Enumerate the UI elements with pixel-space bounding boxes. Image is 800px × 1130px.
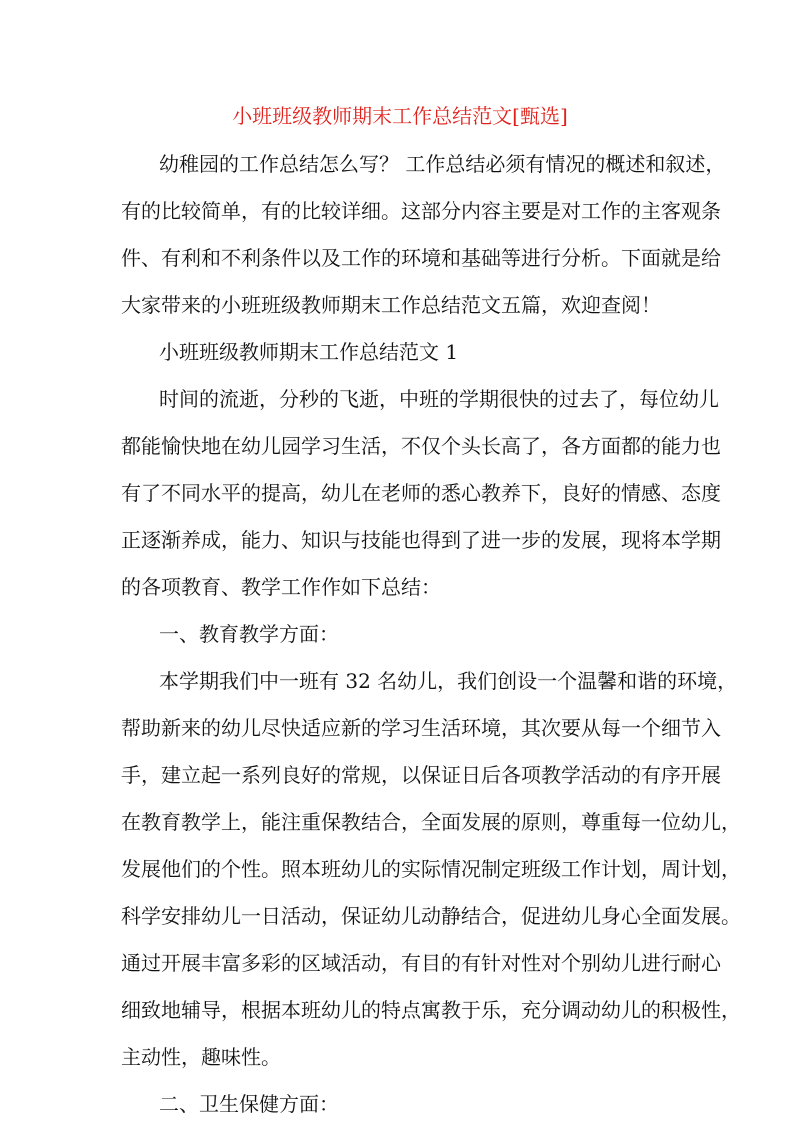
section-heading-essay-1: 小班班级教师期末工作总结范文 1 [159, 340, 459, 364]
paragraph-intro-line-4: 大家带来的小班班级教师期末工作总结范文五篇，欢迎查阅！ [121, 293, 661, 317]
section-heading-health: 二、卫生保健方面： [159, 1092, 339, 1116]
paragraph-1-line-1: 时间的流逝，分秒的飞逝，中班的学期很快的过去了，每位幼儿 [159, 387, 719, 411]
paragraph-2-line-4: 在教育教学上，能注重保教结合，全面发展的原则，尊重每一位幼儿， [121, 810, 741, 834]
paragraph-intro-line-3: 件、有利和不利条件以及工作的环境和基础等进行分析。下面就是给 [121, 246, 721, 270]
paragraph-2-line-9: 主动性，趣味性。 [121, 1045, 281, 1069]
paragraph-intro-line-1: 幼稚园的工作总结怎么写？ 工作总结必须有情况的概述和叙述， [159, 152, 726, 176]
paragraph-1-line-3: 有了不同水平的提高，幼儿在老师的悉心教养下，良好的情感、态度 [121, 481, 721, 505]
paragraph-1-line-2: 都能愉快地在幼儿园学习生活，不仅个头长高了，各方面都的能力也 [121, 434, 721, 458]
paragraph-2-line-2: 帮助新来的幼儿尽快适应新的学习生活环境，其次要从每一个细节入 [121, 716, 721, 740]
paragraph-intro-line-2: 有的比较简单，有的比较详细。这部分内容主要是对工作的主客观条 [121, 199, 721, 223]
paragraph-2-line-8: 细致地辅导，根据本班幼儿的特点寓教于乐，充分调动幼儿的积极性， [121, 998, 741, 1022]
paragraph-2-line-7: 通过开展丰富多彩的区域活动，有目的有针对性对个别幼儿进行耐心 [121, 951, 721, 975]
section-heading-teaching: 一、教育教学方面： [159, 622, 339, 646]
paragraph-1-line-4: 正逐渐养成，能力、知识与技能也得到了进一步的发展，现将本学期 [121, 528, 721, 552]
paragraph-2-line-5: 发展他们的个性。照本班幼儿的实际情况制定班级工作计划，周计划， [121, 857, 741, 881]
paragraph-2-line-1: 本学期我们中一班有 32 名幼儿，我们创设一个温馨和谐的环境， [159, 669, 738, 693]
paragraph-1-line-5: 的各项教育、教学工作作如下总结： [121, 575, 441, 599]
document-title: 小班班级教师期末工作总结范文[甄选] [232, 104, 568, 128]
paragraph-2-line-6: 科学安排幼儿一日活动，保证幼儿动静结合，促进幼儿身心全面发展。 [121, 904, 741, 928]
paragraph-2-line-3: 手，建立起一系列良好的常规，以保证日后各项教学活动的有序开展 [121, 763, 721, 787]
